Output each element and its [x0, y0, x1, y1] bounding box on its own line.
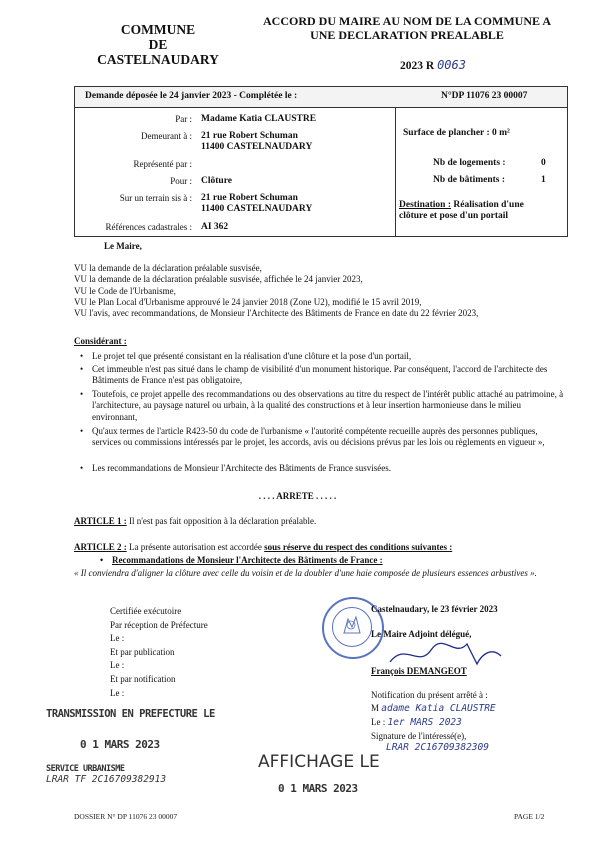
demande-bar: [74, 86, 568, 108]
recommandations-title: • Recommandations de Monsieur l'Architecte des Bâtiments de France :: [112, 555, 584, 566]
footer-dossier: DOSSIER N° DP 11076 23 00007: [74, 812, 178, 821]
considerant-item: • Le projet tel que présenté consistant en la réalisation d'une clôture et la pose d'un portail,: [92, 351, 564, 362]
document-title: [248, 14, 566, 42]
par-value: Madame Katia CLAUSTRE: [201, 114, 317, 124]
nb-batiments-value: 1: [541, 175, 546, 185]
transmission-date-stamp: 0 1 MARS 2023: [80, 738, 160, 751]
vu-item: VU l'avis, avec recommandations, de Monsieur l'Architecte des Bâtiments de France en date du 22 février 2023,: [74, 308, 479, 319]
cert-line: Par réception de Préfecture: [110, 619, 208, 630]
article-2-bold: sous réserve du respect des conditions suivantes :: [264, 542, 453, 552]
nb-batiments-label: Nb de bâtiments :: [433, 175, 506, 185]
cert-line: Et par publication: [110, 646, 175, 657]
commune-line1: COMMUNE: [120, 22, 196, 37]
considerant-item: • Qu'aux termes de l'article R423-50 du code de l'urbanisme « l'autorité compétente recueille auprès des personnes publiques, services ou commissions intéressés par le projet, les accords, avis ou décisions prévus par les lois ou règlements en vigueur »,: [92, 426, 564, 449]
applicant-info-box: [74, 107, 568, 237]
transmission-stamp: TRANSMISSION EN PREFECTURE LE: [46, 708, 215, 720]
recommandation-text: « Il conviendra d'aligner la clôture avec celle du voisin et de la doubler d'une haie composée de plusieurs essences arbustives ».: [74, 568, 537, 578]
le-maire: Le Maire,: [104, 241, 142, 251]
arrete-number: [400, 58, 466, 72]
cert-line: Le :: [110, 687, 125, 698]
place-date: Castelnaudary, le 23 février 2023: [371, 604, 498, 614]
arrete-number-handwritten: 0063: [437, 58, 466, 72]
affichage-stamp: AFFICHAGE LE: [258, 752, 380, 772]
service-stamp: SERVICE URBANISME: [46, 764, 125, 774]
arrete-prefix: 2023 R: [400, 60, 435, 72]
signatory-role: Le Maire Adjoint délégué,: [371, 629, 472, 639]
surface-plancher: Surface de plancher : 0 m²: [403, 128, 510, 138]
certification-block: [110, 605, 208, 700]
article-2: [74, 542, 452, 553]
commune-name: [78, 22, 238, 67]
affichage-date-stamp: 0 1 MARS 2023: [278, 782, 358, 795]
title-line1: ACCORD DU MAIRE AU NOM DE LA COMMUNE A: [263, 14, 551, 28]
vu-item: VU la demande de la déclaration préalable susvisée, affichée le 24 janvier 2023,: [74, 274, 363, 285]
info-divider: [395, 108, 396, 236]
signatory-name: François DEMANGEOT: [371, 666, 467, 676]
notification-date-label: Le :: [371, 717, 386, 727]
pour-label: Pour :: [170, 176, 192, 186]
notification-date-handwritten: 1er MARS 2023: [387, 717, 462, 728]
considerant-item: • Toutefois, ce projet appelle des recommandations ou des observations au titre du respect de l'intérêt public attaché au patrimoine, à l'architecture, au paysage naturel ou urbain, à la qualité des constructions et à leur insertion harmonieuse dans le milieu environnant,: [92, 389, 564, 423]
vu-item: VU le Code de l'Urbanisme,: [74, 285, 176, 296]
dossier-numero: N°DP 11076 23 00007: [441, 91, 528, 101]
cert-line: Et par notification: [110, 673, 176, 684]
addressee-handwritten: adame Katia CLAUSTRE: [381, 703, 496, 714]
commune-line3: CASTELNAUDARY: [97, 52, 219, 67]
notification-signature-label: Signature de l'intéressé(e),: [371, 731, 467, 741]
cert-line: Certifiée exécutoire: [110, 606, 182, 616]
notification-line1: Notification du présent arrêté à :: [371, 690, 488, 700]
represente-label: Représenté par :: [133, 159, 192, 169]
addressee-label: M: [371, 703, 380, 713]
cert-line: Le :: [110, 660, 125, 671]
demande-deposee: Demande déposée le 24 janvier 2023 - Complétée le :: [85, 91, 298, 101]
article-1: [74, 516, 316, 527]
cert-line: Le :: [110, 633, 125, 644]
article-1-label: ARTICLE 1 :: [74, 516, 127, 526]
considerant-item: • Les recommandations de Monsieur l'Architecte des Bâtiments de France susvisées.: [92, 463, 564, 474]
demeurant-value: [201, 131, 312, 153]
arrete-heading: . . . . ARRETE . . . . .: [258, 491, 337, 501]
destination: [399, 200, 563, 222]
notification-lrar-handwritten: LRAR 2C16709382309: [386, 742, 489, 753]
par-label: Par :: [175, 114, 192, 124]
demeurant-line2: 11400 CASTELNAUDARY: [201, 142, 313, 152]
terrain-line2: 11400 CASTELNAUDARY: [201, 204, 313, 214]
references-value: AI 362: [201, 222, 229, 232]
considerant-item: • Cet immeuble n'est pas situé dans le champ de visibilité d'un monument historique. Par conséquent, l'accord de l'architecte des Bâtiments de France n'est pas obligatoire,: [92, 364, 564, 387]
vu-list: [74, 263, 566, 319]
title-line2: UNE DECLARATION PREALABLE: [310, 28, 504, 42]
demeurant-line1: 21 rue Robert Schuman: [201, 131, 298, 141]
notification-addressee: [371, 703, 496, 714]
vu-item: VU le Plan Local d'Urbanisme approuvé le 24 janvier 2018 (Zone U2), modifié le 15 avril 2019,: [74, 296, 422, 307]
references-label: Références cadastrales :: [105, 222, 192, 232]
pour-value: Clôture: [201, 176, 232, 186]
nb-logements-label: Nb de logements :: [433, 158, 506, 168]
terrain-label: Sur un terrain sis à :: [119, 193, 192, 203]
terrain-value: [201, 193, 312, 215]
lrar-transmission-handwritten: LRAR TF 2C16709382913: [46, 774, 167, 785]
considerant-heading: Considérant :: [74, 336, 127, 346]
nb-logements-value: 0: [541, 158, 546, 168]
terrain-line1: 21 rue Robert Schuman: [201, 193, 298, 203]
footer-page: PAGE 1/2: [514, 812, 545, 821]
article-2-label: ARTICLE 2 :: [74, 542, 127, 552]
demeurant-label: Demeurant à :: [141, 131, 192, 141]
article-1-text: Il n'est pas fait opposition à la déclaration préalable.: [128, 516, 317, 526]
commune-line2: DE: [148, 37, 168, 52]
notification-date: [371, 717, 462, 728]
vu-item: VU la demande de la déclaration préalable susvisée,: [74, 263, 262, 273]
destination-value2: clôture et pose d'un portail: [399, 211, 509, 221]
destination-label: Destination :: [399, 200, 451, 210]
destination-value: Réalisation d'une: [453, 200, 524, 210]
article-2-text: La présente autorisation est accordée: [128, 542, 262, 552]
